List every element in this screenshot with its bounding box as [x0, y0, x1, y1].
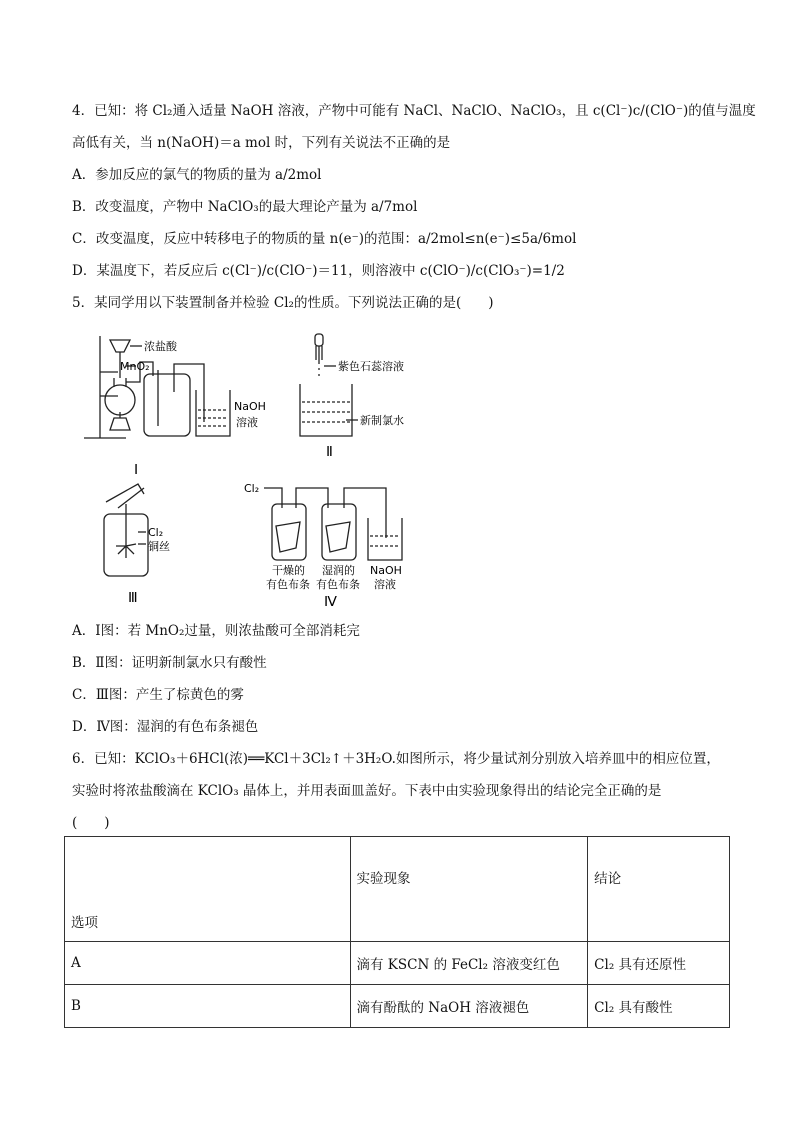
- label-copper-wire: 铜丝: [148, 540, 170, 553]
- label-cl2-fig3: Cl₂: [148, 526, 164, 539]
- q4-stem-line2: 高低有关，当 n(NaOH)＝a mol 时，下列有关说法不正确的是: [72, 135, 451, 151]
- table-header-row: [65, 837, 730, 942]
- label-dry-1: 干燥的: [272, 564, 305, 577]
- q6-stem-line3: ( ): [72, 815, 110, 831]
- header-option: 选项: [65, 837, 351, 942]
- cell-option: A: [65, 942, 351, 985]
- q5-option-d: D．Ⅳ图：湿润的有色布条褪色: [72, 719, 259, 735]
- label-chlorine-water: 新制氯水: [360, 414, 404, 427]
- figure-1-apparatus: [78, 330, 288, 480]
- figure-3-caption: Ⅲ: [128, 591, 138, 606]
- label-naoh-fig4-2: 溶液: [374, 578, 396, 591]
- q6-results-table: [64, 836, 730, 1028]
- figure-3-apparatus: [88, 478, 198, 608]
- figure-2-apparatus: [288, 330, 428, 460]
- cell-conclusion: Cl₂ 具有酸性: [588, 985, 730, 1028]
- label-dry-2: 有色布条: [266, 578, 310, 591]
- q6-stem-line1: 6．已知：KClO₃＋6HCl(浓)══KCl＋3Cl₂↑＋3H₂O.如图所示，将少量试剂分别放入培养皿中的相应位置，: [72, 751, 720, 767]
- label-naoh-2: 溶液: [236, 416, 258, 429]
- q5-option-c: C．Ⅲ图：产生了棕黄色的雾: [72, 687, 244, 703]
- q5-option-b: B．Ⅱ图：证明新制氯水只有酸性: [72, 655, 267, 671]
- q5-option-a: A．Ⅰ图：若 MnO₂过量，则浓盐酸可全部消耗完: [72, 623, 360, 639]
- label-litmus: 紫色石蕊溶液: [338, 360, 404, 373]
- cell-phenomenon: 滴有酚酞的 NaOH 溶液褪色: [350, 985, 588, 1028]
- cell-option: B: [65, 985, 351, 1028]
- table-row: [65, 985, 730, 1028]
- figure-4-caption: Ⅳ: [324, 595, 337, 610]
- cell-phenomenon: 滴有 KSCN 的 FeCl₂ 溶液变红色: [350, 942, 588, 985]
- q4-option-a: A．参加反应的氯气的物质的量为 a/2mol: [72, 167, 322, 183]
- label-wet-1: 湿润的: [322, 564, 355, 577]
- figure-1-caption: Ⅰ: [134, 463, 139, 478]
- q4-option-c: C．改变温度，反应中转移电子的物质的量 n(e⁻)的范围：a/2mol≤n(e⁻)≤5a/6mol: [72, 231, 577, 247]
- figure-4-apparatus: [236, 478, 426, 610]
- q5-stem: 5．某同学用以下装置制备并检验 Cl₂的性质。下列说法正确的是( ): [72, 295, 494, 311]
- header-phenomenon: 实验现象: [350, 837, 588, 942]
- label-naoh-1: NaOH: [234, 400, 266, 413]
- cell-conclusion: Cl₂ 具有还原性: [588, 942, 730, 985]
- q6-stem-line2: 实验时将浓盐酸滴在 KClO₃ 晶体上，并用表面皿盖好。下表中由实验现象得出的结论完全正确的是: [72, 783, 662, 799]
- label-conc-hcl: 浓盐酸: [144, 340, 177, 353]
- q4-option-d: D．某温度下，若反应后 c(Cl⁻)/c(ClO⁻)＝11，则溶液中 c(ClO⁻)/c(ClO₃⁻)=1/2: [72, 263, 565, 279]
- q4-stem-line1: 4．已知：将 Cl₂通入适量 NaOH 溶液，产物中可能有 NaCl、NaClO、NaClO₃，且 c(Cl⁻)c/(ClO⁻)的值与温度: [72, 103, 756, 119]
- label-mno2: MnO₂: [120, 360, 150, 373]
- label-cl2-fig4: Cl₂: [244, 482, 260, 495]
- q4-option-b: B．改变温度，产物中 NaClO₃的最大理论产量为 a/7mol: [72, 199, 418, 215]
- figure-2-caption: Ⅱ: [326, 445, 333, 460]
- table-row: [65, 942, 730, 985]
- header-conclusion: 结论: [588, 837, 730, 942]
- label-wet-2: 有色布条: [316, 578, 360, 591]
- label-naoh-fig4-1: NaOH: [370, 564, 402, 577]
